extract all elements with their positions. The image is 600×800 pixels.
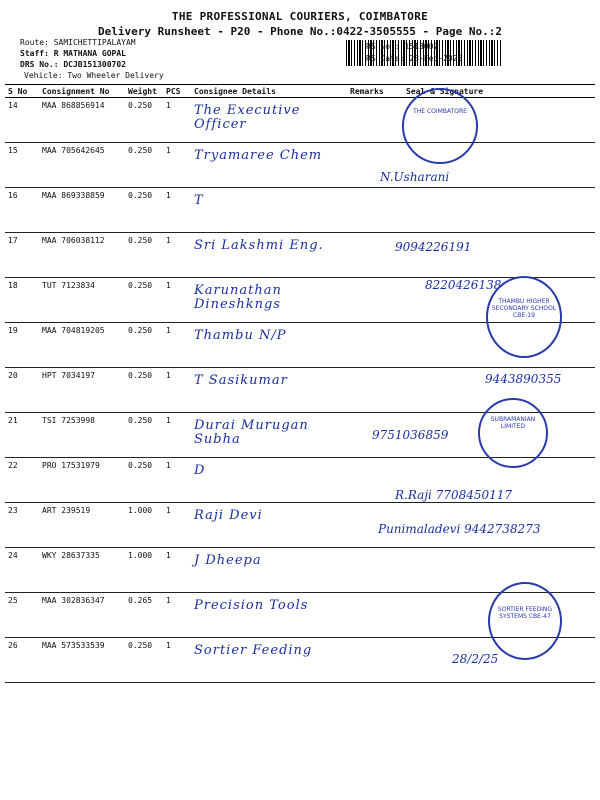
cell-remarks — [347, 188, 403, 233]
cell-sno: 22 — [5, 458, 39, 503]
table-row — [5, 188, 595, 233]
cell-consignee: The Executive Officer — [191, 98, 347, 143]
cell-weight: 0.250 — [125, 638, 163, 683]
cell-consignment: MAA 869338859 — [39, 188, 125, 233]
cell-sno: 21 — [5, 413, 39, 458]
signature-17: 9094226191 — [395, 240, 472, 254]
cell-consignment: TSI 7253998 — [39, 413, 125, 458]
vehicle-label: Vehicle: Two Wheeler Delivery — [24, 71, 164, 80]
cell-consignment: HPT 7034197 — [39, 368, 125, 413]
cell-consignee: Thambu N/P — [191, 323, 347, 368]
cell-consignment: MAA 573533539 — [39, 638, 125, 683]
cell-consignment: MAA 705642645 — [39, 143, 125, 188]
cell-sno: 17 — [5, 233, 39, 278]
col-sno: S No — [5, 85, 39, 98]
table-row — [5, 98, 595, 143]
cell-sno: 15 — [5, 143, 39, 188]
cell-pcs: 1 — [163, 368, 191, 413]
cell-sno: 25 — [5, 593, 39, 638]
cell-pcs: 1 — [163, 503, 191, 548]
signature-date: 28/2/25 — [452, 652, 499, 666]
cell-remarks — [347, 323, 403, 368]
cell-sno: 24 — [5, 548, 39, 593]
cell-weight: 0.265 — [125, 593, 163, 638]
signature-16: N.Usharani — [380, 170, 450, 184]
cell-pcs: 1 — [163, 593, 191, 638]
cell-signature — [403, 548, 595, 593]
cell-weight: 0.250 — [125, 188, 163, 233]
cell-weight: 1.000 — [125, 503, 163, 548]
cell-weight: 0.250 — [125, 323, 163, 368]
cell-pcs: 1 — [163, 458, 191, 503]
table-header-row — [5, 85, 595, 98]
signature-24: Punimaladevi 9442738273 — [378, 522, 541, 536]
cell-consignment: MAA 302836347 — [39, 593, 125, 638]
cell-sno: 23 — [5, 503, 39, 548]
cell-sno: 16 — [5, 188, 39, 233]
cell-pcs: 1 — [163, 638, 191, 683]
cell-consignee: Durai Murugan Subha — [191, 413, 347, 458]
col-remarks: Remarks — [347, 85, 403, 98]
cell-consignment: MAA 704819205 — [39, 323, 125, 368]
cell-consignee: D — [191, 458, 347, 503]
col-weight: Weight — [125, 85, 163, 98]
cell-sno: 20 — [5, 368, 39, 413]
table-row — [5, 233, 595, 278]
cell-weight: 0.250 — [125, 278, 163, 323]
signature-18: 8220426138 — [425, 278, 502, 292]
signature-22: 9751036859 — [372, 428, 449, 442]
col-signature: Seal & Signature — [403, 85, 595, 98]
cell-consignee: T Sasikumar — [191, 368, 347, 413]
cell-weight: 0.250 — [125, 98, 163, 143]
cell-sno: 26 — [5, 638, 39, 683]
cell-consignee: Karunathan Dineshkngs — [191, 278, 347, 323]
table-row — [5, 143, 595, 188]
cell-weight: 0.250 — [125, 458, 163, 503]
signature-23: R.Raji 7708450117 — [395, 488, 513, 502]
cell-pcs: 1 — [163, 413, 191, 458]
cell-weight: 0.250 — [125, 233, 163, 278]
cell-sno: 14 — [5, 98, 39, 143]
col-consignee: Consignee Details — [191, 85, 347, 98]
cell-remarks — [347, 278, 403, 323]
cell-remarks — [347, 98, 403, 143]
col-pcs: PCS — [163, 85, 191, 98]
route-label: Route: SAMICHETTIPALAYAM — [20, 38, 136, 47]
cell-pcs: 1 — [163, 548, 191, 593]
rs-date: RS Date: 28-Feb-2025 — [366, 54, 463, 63]
cell-weight: 0.250 — [125, 143, 163, 188]
cell-consignment: MAA 868856914 — [39, 98, 125, 143]
cell-consignment: MAA 706038112 — [39, 233, 125, 278]
cell-pcs: 1 — [163, 323, 191, 368]
cell-weight: 0.250 — [125, 413, 163, 458]
cell-consignee: Raji Devi — [191, 503, 347, 548]
staff-label: Staff: R MATHANA GOPAL — [20, 49, 126, 58]
cell-consignment: TUT 7123834 — [39, 278, 125, 323]
company-title: THE PROFESSIONAL COURIERS, COIMBATORE — [171, 10, 429, 23]
cell-signature — [403, 188, 595, 233]
cell-consignee: Sortier Feeding — [191, 638, 347, 683]
cell-consignment: WKY 28637335 — [39, 548, 125, 593]
cell-consignee: Precision Tools — [191, 593, 347, 638]
cell-remarks — [347, 368, 403, 413]
cell-consignee: Tryamaree Chem — [191, 143, 347, 188]
cell-consignee: T — [191, 188, 347, 233]
cell-weight: 1.000 — [125, 548, 163, 593]
cell-consignment: PRO 17531979 — [39, 458, 125, 503]
cell-consignee: J Dheepa — [191, 548, 347, 593]
stamp-2: THAMBU HIGHER SECONDARY SCHOOL CBE-19 — [486, 276, 562, 358]
stamp-1: THE COIMBATORE — [402, 88, 478, 164]
cell-sno: 19 — [5, 323, 39, 368]
drs-label: DRS No.: DCJB151300702 — [20, 60, 126, 69]
cell-remarks — [347, 548, 403, 593]
cell-consignee: Sri Lakshmi Eng. — [191, 233, 347, 278]
col-consignment: Consignment No — [39, 85, 125, 98]
cell-remarks — [347, 638, 403, 683]
cell-sno: 18 — [5, 278, 39, 323]
cell-consignment: ART 239519 — [39, 503, 125, 548]
cell-pcs: 1 — [163, 278, 191, 323]
runsheet-subtitle: Delivery Runsheet - P20 - Phone No.:0422-3505555 - Page No.:2 — [98, 25, 502, 38]
cell-pcs: 1 — [163, 143, 191, 188]
stamp-4: SORTIER FEEDING SYSTEMS CBE-47 — [488, 582, 562, 660]
cell-pcs: 1 — [163, 233, 191, 278]
signature-20: 9443890355 — [485, 372, 562, 386]
cell-pcs: 1 — [163, 188, 191, 233]
cell-remarks — [347, 593, 403, 638]
cell-weight: 0.250 — [125, 368, 163, 413]
rs-number: RS No.: 1513007 — [366, 42, 439, 51]
stamp-3: SUBRAMANIAN LIMITED — [478, 398, 548, 468]
cell-pcs: 1 — [163, 98, 191, 143]
